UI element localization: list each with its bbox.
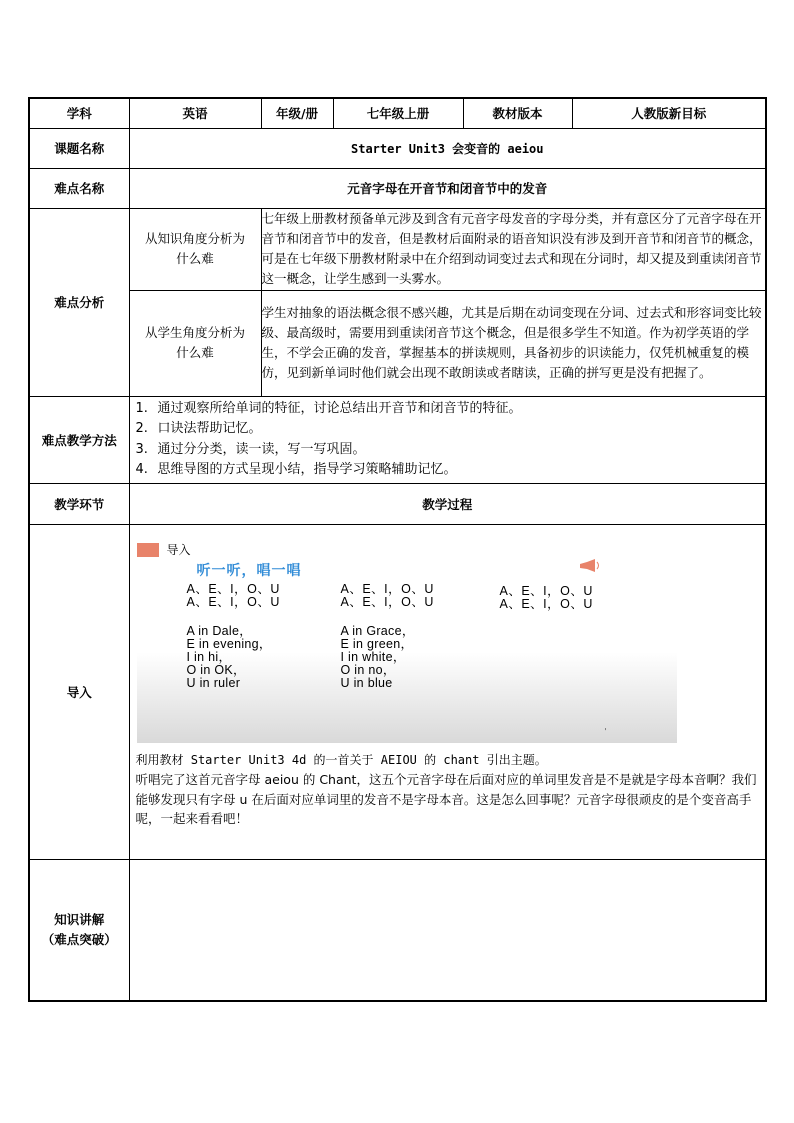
chant-column-1 — [187, 625, 272, 691]
intro-label: 导入 — [29, 524, 129, 859]
knowledge-angle-text: 七年级上册教材预备单元涉及到含有元音字母发音的字母分类，并有意区分了元音字母在开音节和闭音节中的发音，但是教材后面附录的语音知识没有涉及到开音节和闭音节的概念，可是在七年级下册教材附录中在介绍到动词变过去式和现在分词时，却又提及到重读闭音节这一概念，让学生感到一头雾水。 — [261, 208, 766, 290]
chant-line: O in OK， — [186, 663, 246, 678]
chant-line: O in no， — [340, 663, 396, 678]
vowel-line-group — [500, 585, 593, 612]
vowel-line: A、E、I，O、U — [186, 595, 280, 609]
difficulty-label: 难点名称 — [29, 168, 129, 208]
chant-slide-image — [137, 541, 677, 743]
method-text: 口诀法帮助记忆。 — [157, 421, 262, 436]
intro-description — [130, 743, 766, 829]
difficulty-value: 元音字母在开音节和闭音节中的发音 — [129, 168, 766, 208]
method-num: 2. — [135, 421, 148, 436]
course-label: 课题名称 — [29, 128, 129, 168]
knowledge-content-cell — [129, 859, 766, 1001]
chant-column-2 — [341, 625, 415, 691]
slide-tag-text: 导入 — [166, 542, 191, 557]
student-angle-label: 从学生角度分析为什么难 — [129, 290, 261, 396]
vowel-line: A、E、I，O、U — [186, 581, 280, 596]
edition-label: 教材版本 — [463, 98, 572, 128]
grade-label: 年级/册 — [261, 98, 333, 128]
method-text: 思维导图的方式呈现小结，指导学习策略辅助记忆。 — [157, 462, 457, 477]
intro-cell — [129, 524, 766, 859]
chant-line: U in blue — [340, 676, 393, 691]
lesson-plan-table — [28, 97, 767, 1002]
vowel-line: A、E、I，O、U — [340, 581, 434, 596]
loudspeaker-icon — [579, 559, 601, 573]
chant-line: I in hi， — [186, 649, 232, 664]
edition-value: 人教版新目标 — [572, 98, 766, 128]
slide-heading: 听一听，唱一唱 — [196, 562, 302, 579]
knowledge-label-line2: （难点突破） — [41, 931, 117, 947]
knowledge-section-label — [29, 859, 129, 1001]
method-num: 3. — [135, 441, 148, 457]
method-num: 4. — [135, 462, 148, 477]
chant-line: E in evening， — [186, 636, 272, 651]
process-header: 教学过程 — [129, 483, 766, 524]
method-item — [136, 440, 760, 461]
intro-paragraph-2: 听唱完了这首元音字母 aeiou 的 Chant，这五个元音字母在后面对应的单词里发音是不是就是字母本音啊？我们能够发现只有字母 u 在后面对应单词里的发音不是字母本音。这是怎么回事呢？元音字母很顽皮的是个变音高手呢，一起来看看吧！ — [135, 772, 757, 826]
vowel-line: A、E、I，O、U — [340, 595, 434, 609]
method-item — [136, 419, 760, 440]
intro-paragraph-1: 利用教材 Starter Unit3 4d 的一首关于 AEIOU 的 chant 引出主题。 — [135, 752, 547, 767]
methods-label: 难点教学方法 — [29, 396, 129, 483]
subject-value: 英语 — [129, 98, 261, 128]
analysis-label: 难点分析 — [29, 208, 129, 396]
slide-tag-marker — [137, 543, 159, 557]
chant-line: U in ruler — [186, 676, 241, 691]
method-item — [136, 460, 760, 481]
method-num: 1. — [135, 400, 148, 416]
vowel-line: A、E、I，O、U — [499, 597, 593, 611]
method-text: 通过观察所给单词的特征，讨论总结出开音节和闭音节的特征。 — [157, 400, 522, 416]
stage-header: 教学环节 — [29, 483, 129, 524]
vowel-line: A、E、I，O、U — [499, 583, 593, 598]
methods-list — [130, 397, 766, 483]
methods-cell — [129, 396, 766, 483]
chant-line: A in Dale， — [186, 623, 253, 638]
student-angle-text: 学生对抽象的语法概念很不感兴趣，尤其是后期在动词变现在分词、过去式和形容词变比较级、最高级时，需要用到重读闭音节这个概念，但是很多学生不知道。作为初学英语的学生，不学会正确的发音，掌握基本的拼读规则，具备初步的识读能力，仅凭机械重复的模仿，见到新单词时他们就会出现不敢朗读或者瞎读，正确的拼写更是没有把握了。 — [261, 290, 766, 396]
chant-line: I in white， — [340, 649, 406, 664]
vowel-line-group — [341, 583, 434, 610]
chant-line: A in Grace， — [340, 623, 415, 638]
slide-corner-mark: ' — [604, 726, 607, 736]
chant-line: E in green， — [340, 636, 414, 651]
course-value: Starter Unit3 会变音的 aeiou — [129, 128, 766, 168]
method-item — [136, 399, 760, 420]
method-text: 通过分分类，读一读，写一写巩固。 — [157, 441, 366, 457]
knowledge-label-line1: 知识讲解 — [54, 911, 105, 927]
vowel-line-group — [187, 583, 280, 610]
grade-value: 七年级上册 — [333, 98, 463, 128]
subject-label: 学科 — [29, 98, 129, 128]
knowledge-angle-label: 从知识角度分析为什么难 — [129, 208, 261, 290]
